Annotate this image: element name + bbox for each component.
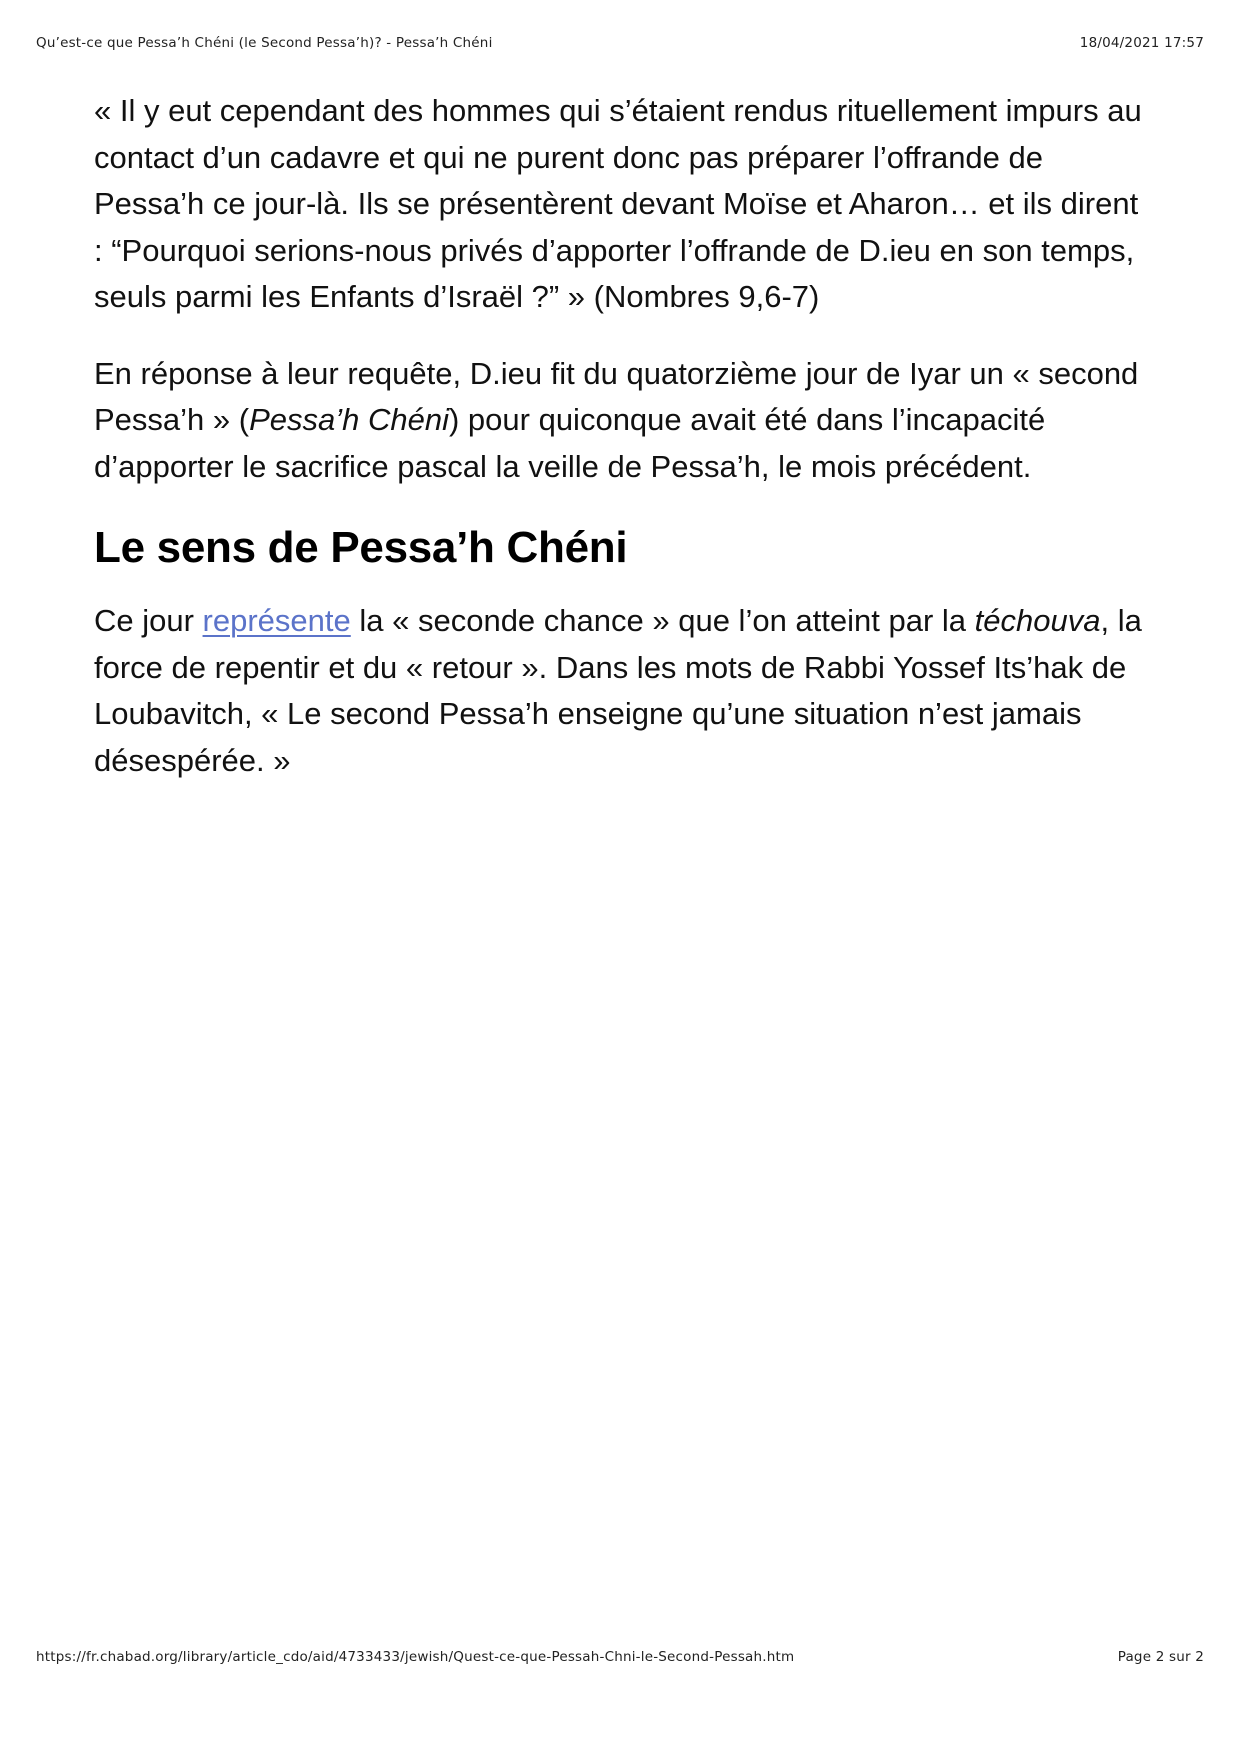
pessah-cheni-italic: Pessa’h Chéni (249, 402, 449, 437)
print-footer-url: https://fr.chabad.org/library/article_cdo/aid/4733433/jewish/Quest-ce-que-Pessah-Chni-le-Second-Pessah.htm (36, 1649, 795, 1665)
quote-text: « Il y eut cependant des hommes qui s’étaient rendus rituellement impurs au contact d’un cadavre et qui ne purent donc pas préparer l’offrande de Pessa’h ce jour-là. Ils se présentèrent devant Moïse et Aharon… et ils dirent : “Pourquoi serions-nous privés d’apporter l’offrande de D.ieu en son temps, seuls parmi les Enfants d’Israël ?” » (Nombres 9,6-7) (94, 93, 1142, 314)
print-header-title: Qu’est-ce que Pessa’h Chéni (le Second Pessa’h)? - Pessa’h Chéni (36, 35, 493, 51)
section-heading: Le sens de Pessa’h Chéni (94, 523, 628, 572)
represente-link[interactable]: représente (202, 603, 351, 638)
techouva-italic: téchouva (974, 603, 1101, 638)
meaning-text-start: Ce jour (94, 603, 203, 638)
meaning-text-end: , la force de repentir et du « retour ». Dans les mots de Rabbi Yossef Its’hak de Loubavitch, « Le second Pessa’h enseigne qu’une situation n’est jamais désespérée. » (94, 603, 1142, 778)
print-footer-page-number: Page 2 sur 2 (1117, 1649, 1204, 1665)
print-footer (36, 1649, 1204, 1665)
print-header (36, 35, 1204, 51)
article-body (94, 88, 1154, 814)
meaning-paragraph (94, 598, 1154, 784)
print-header-datetime: 18/04/2021 17:57 (1079, 35, 1204, 51)
quote-paragraph (94, 88, 1154, 321)
response-text-start: En réponse à leur requête, D.ieu fit du quatorzième jour de Iyar un « second Pessa’h » ( (94, 355, 1139, 437)
response-paragraph (94, 351, 1154, 491)
response-text-end: ) pour quiconque avait été dans l’incapacité d’apporter le sacrifice pascal la veille de Pessa’h, le mois précédent. (94, 402, 1046, 484)
meaning-text-middle: la « seconde chance » que l’on atteint par la (350, 603, 975, 638)
